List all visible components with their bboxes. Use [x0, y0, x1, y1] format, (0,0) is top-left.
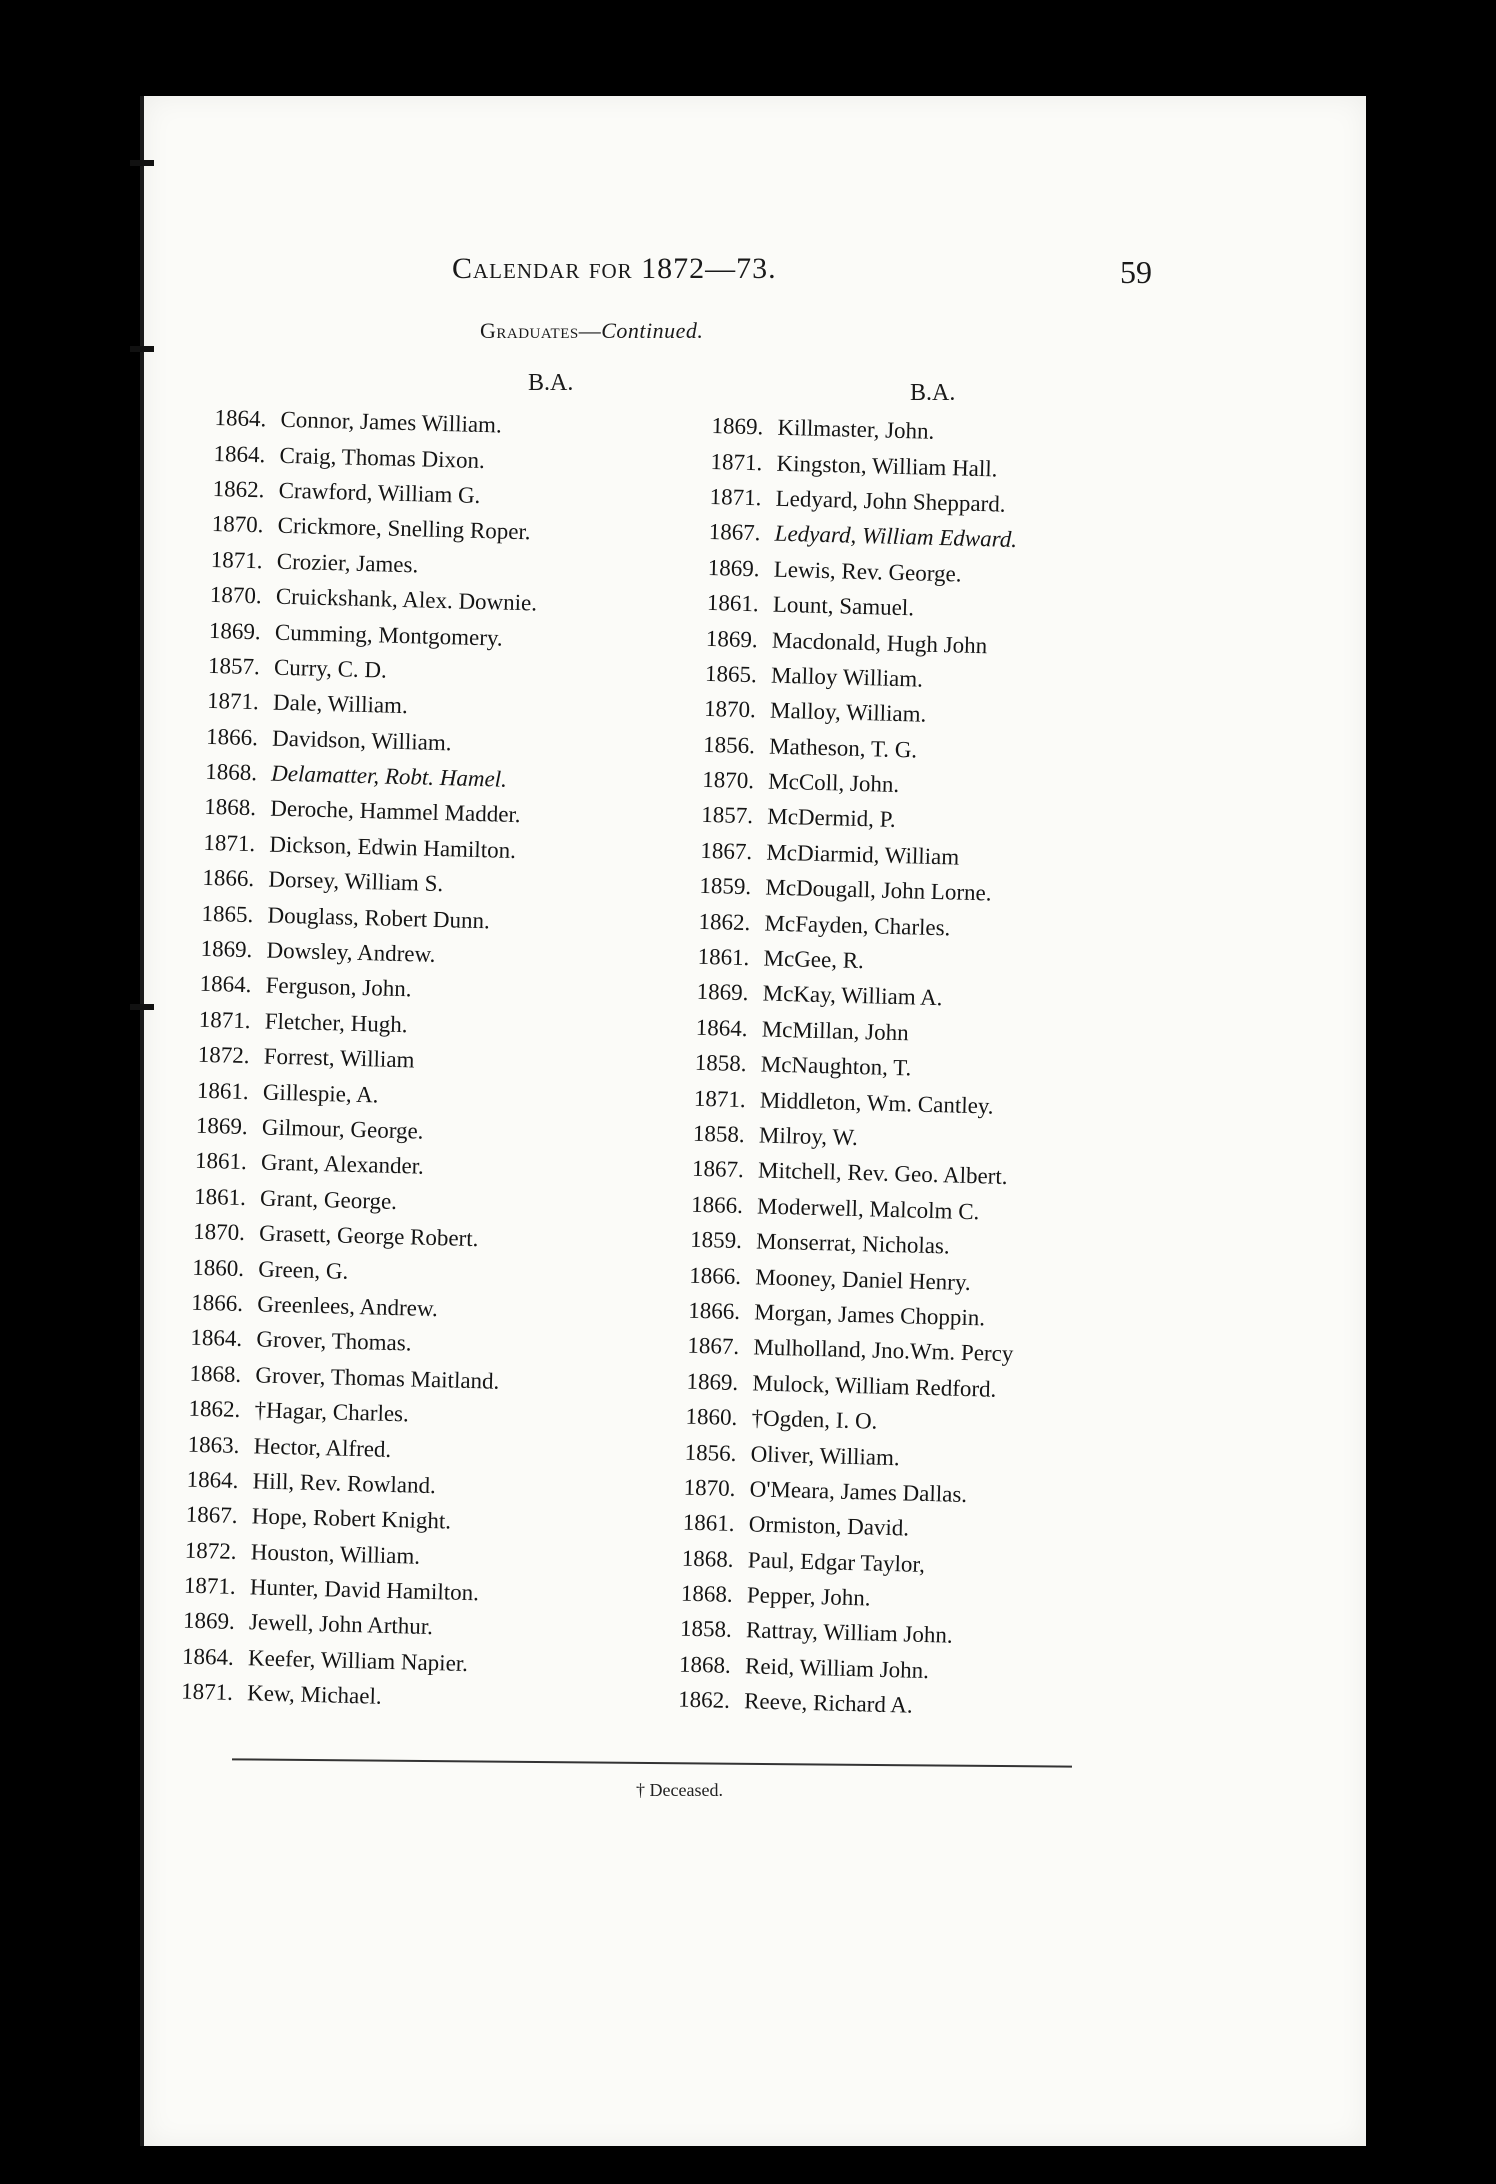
right-column-list [678, 408, 1042, 1726]
graduate-name: Reid, William John. [744, 1653, 930, 1683]
graduate-name: Hector, Alfred. [253, 1432, 392, 1462]
graduate-name: Mulholland, Jno.Wm. Percy [753, 1334, 1014, 1367]
graduate-name: Malloy, William. [769, 697, 927, 728]
graduation-year: 1866. [688, 1262, 742, 1289]
graduate-name: †Hagar, Charles. [254, 1397, 410, 1427]
graduation-year: 1867. [700, 837, 753, 865]
graduation-year: 1860. [685, 1403, 738, 1431]
graduate-name: Green, G. [257, 1255, 349, 1284]
graduate-name: Keefer, William Napier. [247, 1645, 469, 1676]
graduation-year: 1864. [181, 1643, 235, 1670]
graduate-name: McGee, R. [763, 945, 865, 974]
graduation-year: 1869. [195, 1112, 249, 1140]
section-title-main: Graduates— [480, 318, 602, 343]
graduate-name: Pepper, John. [746, 1582, 871, 1611]
page-number: 59 [1120, 254, 1152, 290]
binding-stitch [130, 346, 154, 352]
graduation-year: 1859. [689, 1226, 743, 1254]
graduate-name: Rattray, William John. [745, 1617, 953, 1649]
graduation-year: 1862. [698, 908, 751, 935]
graduation-year: 1861. [196, 1077, 249, 1104]
graduation-year: 1871. [183, 1572, 237, 1600]
graduation-year: 1864. [186, 1466, 239, 1493]
graduation-year: 1864. [214, 405, 267, 432]
footnote: † Deceased. [636, 1780, 723, 1800]
graduation-year: 1866. [202, 865, 255, 892]
graduation-year: 1865. [201, 900, 254, 927]
graduate-name: Douglass, Robert Dunn. [267, 902, 491, 934]
graduate-name: Grant, Alexander. [260, 1149, 425, 1180]
section-title-continued: Continued. [601, 318, 704, 343]
graduation-year: 1863. [187, 1431, 240, 1458]
graduation-year: 1868. [680, 1580, 734, 1608]
graduation-year: 1869. [707, 554, 760, 582]
graduation-year: 1859. [699, 873, 752, 900]
graduation-year: 1871. [693, 1085, 746, 1112]
graduation-year: 1858. [692, 1120, 746, 1148]
graduate-name: Craig, Thomas Dixon. [279, 442, 486, 473]
graduate-name: Kew, Michael. [246, 1680, 382, 1710]
graduation-year: 1871. [710, 448, 763, 475]
graduation-year: 1871. [198, 1006, 251, 1033]
graduate-name: Kingston, William Hall. [776, 450, 998, 482]
graduation-year: 1867. [687, 1333, 740, 1360]
graduate-name: Gilmour, George. [261, 1114, 424, 1144]
graduation-year: 1868. [189, 1360, 242, 1387]
left-column-heading: B.A. [528, 370, 574, 396]
graduate-name: Mitchell, Rev. Geo. Albert. [757, 1157, 1008, 1190]
graduation-year: 1861. [706, 590, 759, 617]
graduation-year: 1858. [679, 1616, 733, 1643]
graduation-year: 1866. [690, 1191, 744, 1218]
graduation-year: 1856. [684, 1439, 737, 1466]
graduate-name: Crawford, William G. [278, 477, 481, 508]
graduation-year: 1870. [192, 1218, 246, 1246]
graduate-name: McColl, John. [767, 768, 900, 798]
graduate-name: McFayden, Charles. [764, 910, 951, 941]
graduate-name: Moderwell, Malcolm C. [756, 1193, 980, 1225]
graduation-year: 1866. [191, 1289, 244, 1316]
graduate-name: Grover, Thomas. [256, 1326, 412, 1356]
graduate-name: Gillespie, A. [262, 1079, 379, 1108]
graduation-year: 1864. [695, 1014, 748, 1041]
graduate-name: McMillan, John [761, 1016, 909, 1046]
graduate-name: Fletcher, Hugh. [264, 1008, 408, 1038]
graduate-name: Forrest, William [263, 1043, 415, 1073]
graduation-year: 1870. [211, 511, 264, 538]
graduation-year: 1857. [701, 802, 754, 829]
graduation-year: 1860. [191, 1254, 245, 1281]
graduate-name: Grant, George. [259, 1185, 398, 1214]
graduation-year: 1868. [204, 758, 258, 786]
graduation-year: 1869. [182, 1608, 236, 1635]
graduation-year: 1861. [682, 1509, 735, 1537]
graduation-year: 1861. [194, 1148, 248, 1175]
graduate-name: Grover, Thomas Maitland. [255, 1362, 500, 1394]
graduation-year: 1862. [212, 475, 265, 503]
graduation-year: 1869. [686, 1368, 739, 1395]
binding-stitch [130, 160, 154, 166]
graduate-name: Grasett, George Robert. [258, 1220, 479, 1252]
graduate-name: McDiarmid, William [766, 839, 960, 870]
graduate-name: Matheson, T. G. [768, 733, 918, 763]
graduation-year: 1857. [207, 652, 261, 680]
graduate-name: Crickmore, Snelling Roper. [277, 513, 531, 545]
graduation-year: 1868. [204, 794, 257, 821]
graduate-name: Connor, James William. [280, 406, 503, 438]
graduate-name: Houston, William. [250, 1539, 421, 1569]
graduate-name: Dowsley, Andrew. [266, 937, 436, 968]
graduate-name: Malloy William. [770, 662, 924, 692]
graduation-year: 1869. [200, 935, 253, 963]
graduate-name: Dickson, Edwin Hamilton. [269, 831, 517, 863]
right-column-heading: B.A. [910, 380, 956, 406]
graduation-year: 1871. [180, 1678, 234, 1706]
graduation-year: 1872. [184, 1537, 237, 1564]
graduation-year: 1866. [688, 1297, 741, 1324]
section-title [480, 318, 940, 344]
graduate-name: Deroche, Hammel Madder. [269, 796, 521, 828]
graduate-name: Hill, Rev. Rowland. [252, 1468, 437, 1499]
graduate-name: Macdonald, Hugh John [771, 627, 988, 658]
graduate-name: Crozier, James. [276, 548, 419, 578]
graduation-year: 1869. [696, 979, 749, 1006]
graduate-name: Lount, Samuel. [772, 591, 915, 621]
graduate-name: Ormiston, David. [748, 1511, 910, 1541]
graduate-name: Cumming, Montgomery. [274, 619, 504, 651]
running-title: Calendar for 1872—73. [452, 252, 777, 285]
graduate-name: Greenlees, Andrew. [257, 1291, 439, 1322]
graduation-year: 1871. [206, 688, 260, 715]
graduation-year: 1870. [703, 696, 757, 723]
graduation-year: 1869. [208, 617, 262, 644]
page-header [452, 252, 1152, 302]
left-column-list [181, 400, 665, 1721]
graduation-year: 1869. [705, 625, 759, 652]
graduate-name: Mulock, William Redford. [752, 1370, 997, 1402]
graduate-name: Milroy, W. [758, 1122, 859, 1151]
graduation-year: 1870. [209, 582, 262, 609]
graduate-name: Mooney, Daniel Henry. [754, 1263, 972, 1295]
graduation-year: 1870. [683, 1474, 736, 1501]
graduation-year: 1866. [205, 723, 259, 750]
graduate-name: McNaughton, T. [760, 1051, 912, 1081]
graduate-name: Paul, Edgar Taylor, [747, 1547, 926, 1577]
graduate-name: Ledyard, John Sheppard. [775, 485, 1006, 517]
graduation-year: 1867. [185, 1501, 238, 1529]
graduate-name: Davidson, William. [271, 725, 452, 756]
graduate-name: Killmaster, John. [777, 414, 935, 445]
graduate-name: Ledyard, William Edward. [774, 521, 1018, 553]
binding-stitch [130, 1004, 154, 1010]
graduate-name: O'Meara, James Dallas. [749, 1476, 968, 1507]
graduate-name: Curry, C. D. [273, 654, 388, 683]
graduation-year: 1870. [701, 766, 755, 794]
graduate-name: Hope, Robert Knight. [251, 1503, 452, 1534]
graduate-name: †Ogden, I. O. [751, 1405, 878, 1434]
graduate-name: Monserrat, Nicholas. [755, 1228, 951, 1259]
graduation-year: 1869. [711, 413, 764, 440]
graduate-name: McDougall, John Lorne. [765, 874, 992, 906]
graduation-year: 1862. [188, 1395, 241, 1423]
graduate-name: Reeve, Richard A. [743, 1688, 914, 1718]
graduation-year: 1862. [677, 1686, 731, 1714]
graduate-name: Lewis, Rev. George. [773, 556, 962, 587]
graduate-name: Delamatter, Robt. Hamel. [270, 760, 508, 792]
graduate-name: McKay, William A. [762, 980, 943, 1011]
graduation-year: 1871. [709, 483, 762, 511]
graduate-name: Middleton, Wm. Cantley. [759, 1087, 994, 1119]
graduation-year: 1856. [702, 731, 756, 758]
graduate-name: Jewell, John Arthur. [248, 1609, 434, 1640]
graduation-year: 1861. [697, 943, 750, 971]
graduate-name: Dorsey, William S. [268, 866, 444, 897]
graduation-year: 1871. [203, 829, 256, 857]
graduation-year: 1864. [190, 1325, 243, 1352]
graduation-year: 1861. [193, 1183, 247, 1210]
graduation-year: 1867. [708, 519, 761, 546]
graduate-name: Morgan, James Choppin. [754, 1299, 986, 1331]
graduate-name: McDermid, P. [766, 804, 897, 833]
graduate-name: Cruickshank, Alex. Downie. [275, 583, 538, 616]
graduation-year: 1865. [704, 660, 758, 688]
graduation-year: 1872. [197, 1041, 250, 1069]
graduate-name: Ferguson, John. [265, 972, 412, 1002]
graduation-year: 1868. [678, 1651, 732, 1678]
graduate-name: Dale, William. [272, 689, 409, 719]
graduation-year: 1864. [213, 440, 266, 467]
graduation-year: 1864. [199, 971, 252, 998]
graduation-year: 1867. [691, 1156, 745, 1183]
graduate-name: Hunter, David Hamilton. [249, 1574, 480, 1606]
graduate-name: Oliver, William. [750, 1440, 901, 1470]
graduation-year: 1868. [681, 1545, 734, 1572]
graduation-year: 1871. [210, 546, 263, 574]
graduation-year: 1858. [694, 1049, 747, 1077]
